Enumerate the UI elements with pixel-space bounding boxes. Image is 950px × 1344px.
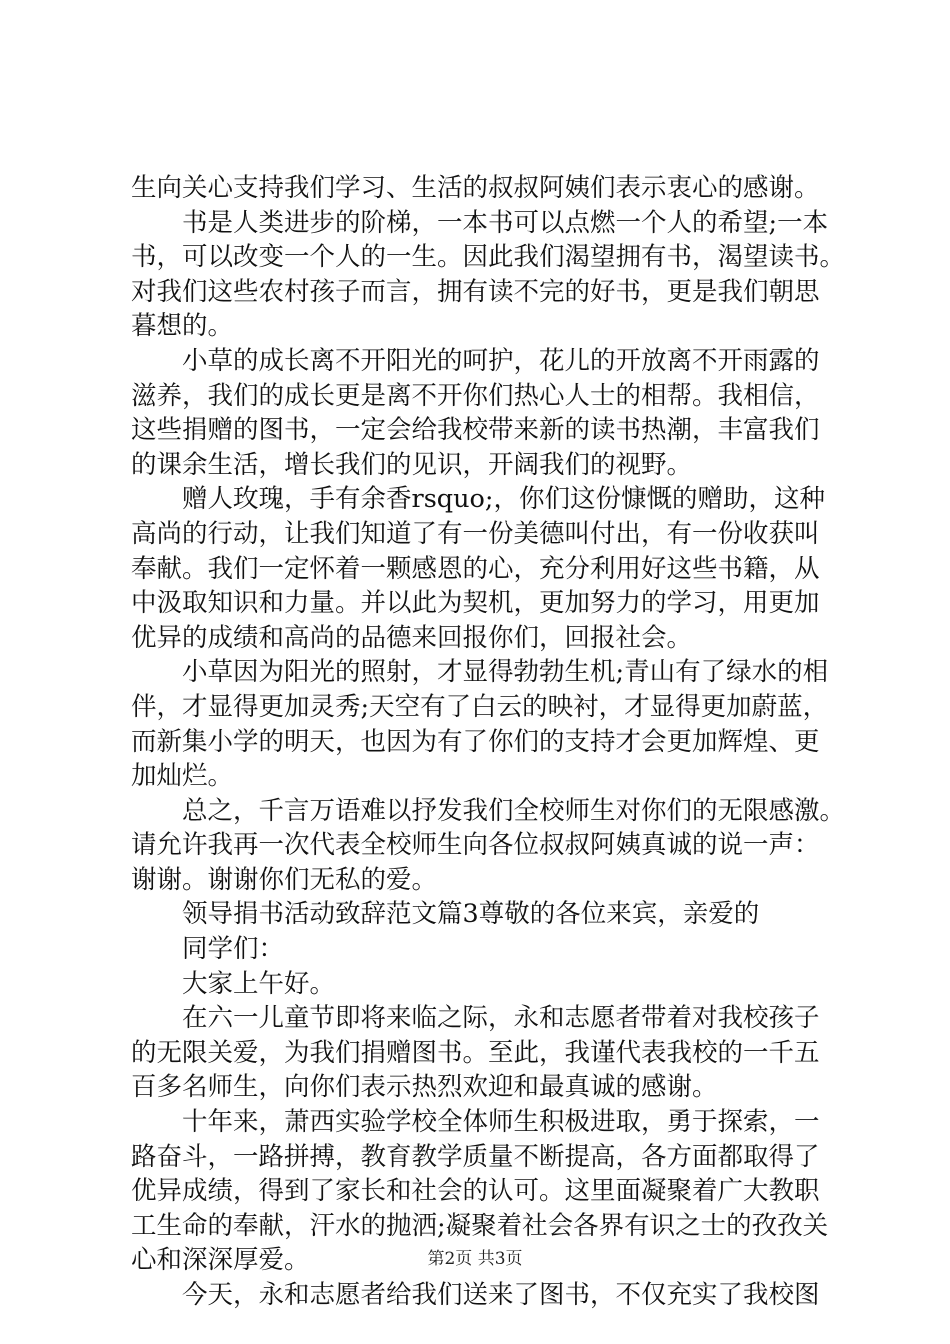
text-line: 百多名师生，向你们表示热烈欢迎和最真诚的感谢。 xyxy=(131,1072,718,1103)
page-number-footer: 第2页 共3页 xyxy=(427,1249,523,1269)
text-line: 总之，千言万语难以抒发我们全校师生对你们的无限感激。 xyxy=(131,795,846,826)
text-line: 的无限关爱，为我们捐赠图书。至此，我谨代表我校的一千五 xyxy=(131,1037,820,1068)
text-line: 而新集小学的明天，也因为有了你们的支持才会更加辉煌、更 xyxy=(131,726,820,757)
text-line: 优异的成绩和高尚的品德来回报你们，回报社会。 xyxy=(131,622,693,653)
text-line: 心和深深厚爱。 xyxy=(131,1245,310,1276)
text-line: 生向关心支持我们学习、生活的叔叔阿姨们表示衷心的感谢。 xyxy=(131,173,820,203)
text-line: 请允许我再一次代表全校师生向各位叔叔阿姨真诚的说一声： xyxy=(131,830,820,861)
text-line: 书，可以改变一个人的一生。因此我们渴望拥有书，渴望读书。 xyxy=(131,242,846,273)
text-line: 高尚的行动，让我们知道了有一份美德叫付出，有一份收获叫 xyxy=(131,518,820,549)
text-line: 今天，永和志愿者给我们送来了图书，不仅充实了我校图 xyxy=(131,1280,820,1310)
text-line: 同学们： xyxy=(131,934,285,965)
section-heading: 领导捐书活动致辞范文篇3尊敬的各位来宾，亲爱的 xyxy=(131,899,760,930)
text-line: 这些捐赠的图书，一定会给我校带来新的读书热潮，丰富我们 xyxy=(131,415,820,446)
text-line: 暮想的。 xyxy=(131,311,234,342)
text-line: 伴，才显得更加灵秀;天空有了白云的映衬，才显得更加蔚蓝， xyxy=(131,691,829,722)
text-line: 十年来，萧西实验学校全体师生积极进取，勇于探索，一 xyxy=(131,1107,820,1138)
text-line: 对我们这些农村孩子而言，拥有读不完的好书，更是我们朝思 xyxy=(131,276,820,307)
text-line: 奉献。我们一定怀着一颗感恩的心，充分利用好这些书籍，从 xyxy=(131,553,820,584)
text-line: 中汲取知识和力量。并以此为契机，更加努力的学习，用更加 xyxy=(131,588,820,619)
document-body xyxy=(131,171,846,1313)
text-line: 工生命的奉献，汗水的抛洒;凝聚着社会各界有识之士的孜孜关 xyxy=(131,1210,829,1241)
text-line: 赠人玫瑰，手有余香rsquo;，你们这份慷慨的赠助，这种 xyxy=(131,484,825,515)
text-line: 小草的成长离不开阳光的呵护，花儿的开放离不开雨露的 xyxy=(131,345,820,376)
text-line: 书是人类进步的阶梯，一本书可以点燃一个人的希望;一本 xyxy=(131,207,829,238)
text-line: 大家上午好。 xyxy=(131,968,336,999)
text-line: 谢谢。谢谢你们无私的爱。 xyxy=(131,864,438,895)
text-line: 的课余生活，增长我们的见识，开阔我们的视野。 xyxy=(131,449,693,480)
text-line: 在六一儿童节即将来临之际，永和志愿者带着对我校孩子 xyxy=(131,1003,820,1034)
text-line: 优异成绩，得到了家长和社会的认可。这里面凝聚着广大教职 xyxy=(131,1176,820,1207)
text-line: 小草因为阳光的照射，才显得勃勃生机;青山有了绿水的相 xyxy=(131,657,829,688)
text-line: 路奋斗，一路拼搏，教育教学质量不断提高，各方面都取得了 xyxy=(131,1141,820,1172)
text-line: 加灿烂。 xyxy=(131,761,234,792)
text-line: 滋养，我们的成长更是离不开你们热心人士的相帮。我相信， xyxy=(131,380,820,411)
